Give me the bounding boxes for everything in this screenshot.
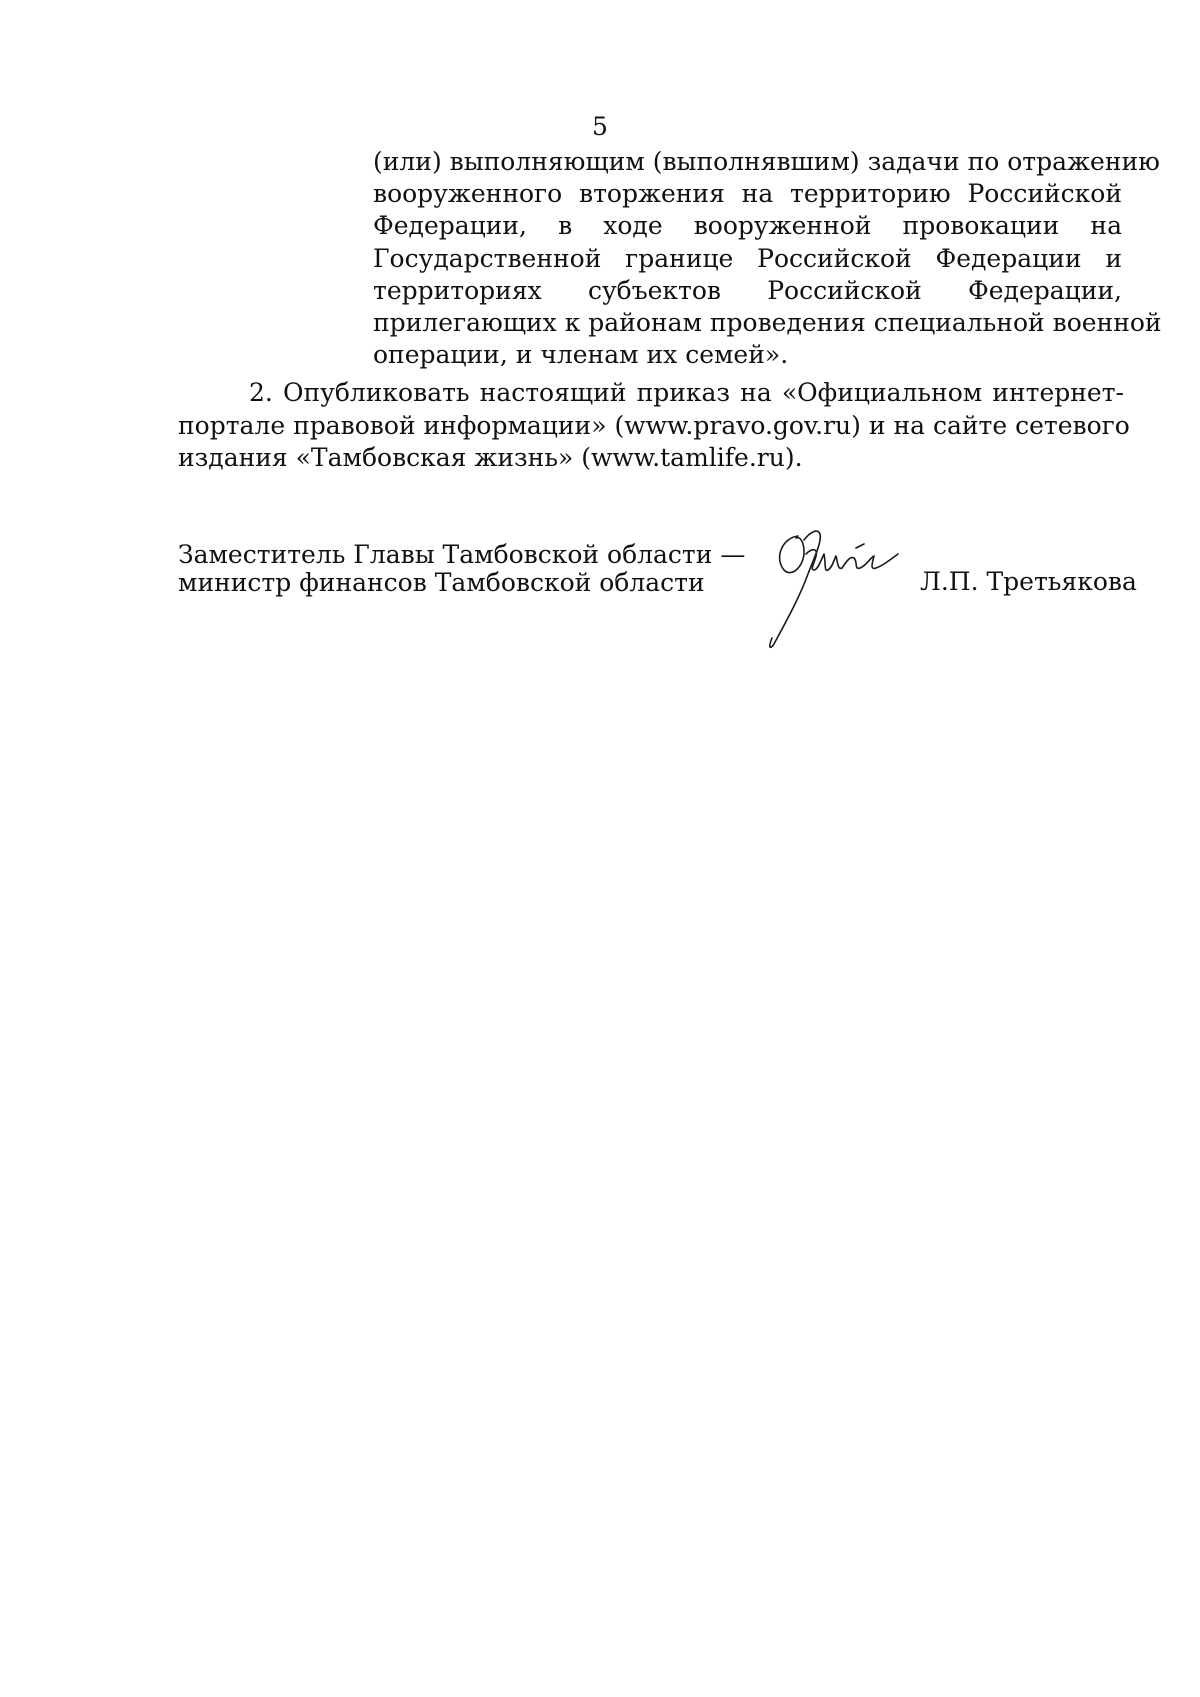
signatory-name: Л.П. Третьякова — [920, 567, 1137, 596]
continuation-line: вооруженного вторжения на территорию Российской — [373, 179, 1122, 209]
continuation-text — [373, 146, 1162, 371]
paragraph-publish — [178, 377, 1130, 475]
continuation-line: (или) выполняющим (выполнявшим) задачи по отражению — [373, 147, 1160, 176]
paragraph-line: 2. Опубликовать настоящий приказ на «Официальном интернет- — [249, 378, 1124, 407]
signatory-position — [178, 541, 745, 597]
signatory-position-line-2: министр финансов Тамбовской области — [178, 568, 705, 597]
handwritten-signature — [760, 518, 910, 658]
continuation-line: Государственной границе Российской Федерации и — [373, 243, 1122, 273]
continuation-line: операции, и членам их семей». — [373, 340, 789, 370]
page-number: 5 — [592, 112, 608, 141]
continuation-line: Федерации, в ходе вооруженной провокации на — [373, 211, 1122, 241]
continuation-line: территориях субъектов Российской Федерации, — [373, 275, 1122, 305]
paragraph-line: издания «Тамбовская жизнь» (www.tamlife.ru). — [178, 443, 803, 472]
signatory-position-line-1: Заместитель Главы Тамбовской области — — [178, 540, 746, 569]
continuation-line: прилегающих к районам проведения специальной военной — [373, 308, 1162, 338]
paragraph-line: портале правовой информации» (www.pravo.gov.ru) и на сайте сетевого — [178, 410, 1130, 440]
